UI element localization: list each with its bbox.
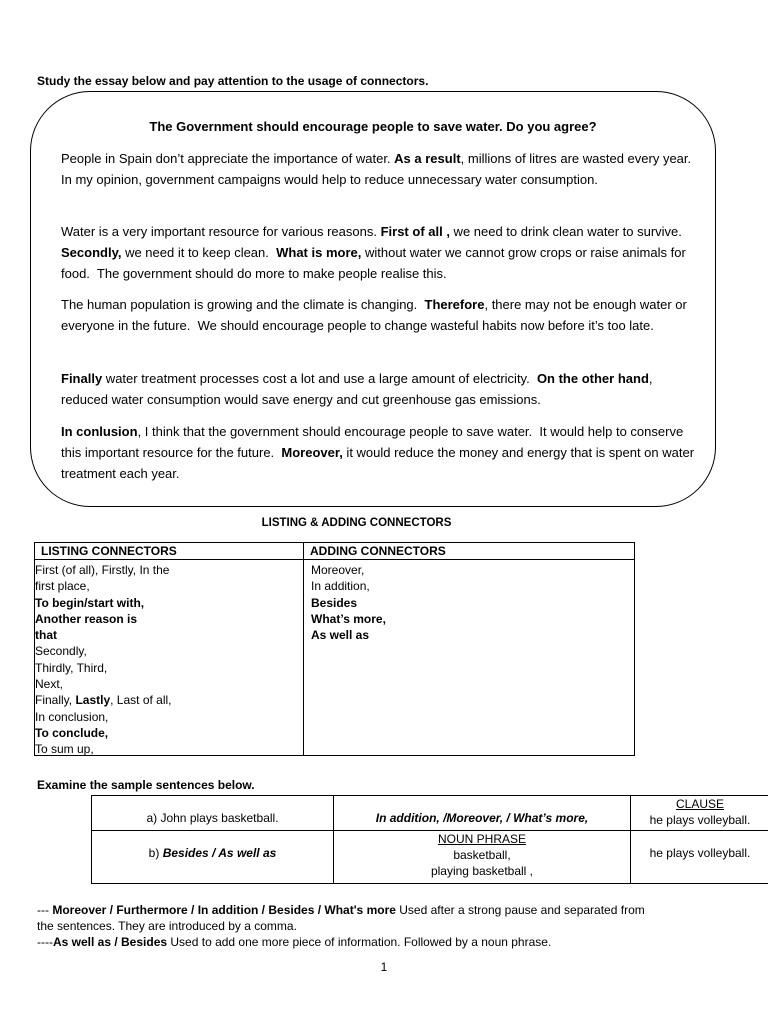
list-item: Next, xyxy=(35,677,64,692)
list-item: In addition, xyxy=(311,579,370,594)
list-item: To begin/start with, xyxy=(35,595,145,610)
row-a-label: a) John plays basketball. xyxy=(146,811,279,825)
essay-title: The Government should encourage people to save water. Do you agree? xyxy=(149,119,597,134)
essay-paragraph-1: People in Spain don’t appreciate the importance of water. As a result, millions of litres are wasted every year. In my opinion, government campaigns would help to reduce unnecessary water consumption. xyxy=(61,151,699,187)
adding-connectors-list xyxy=(311,562,561,643)
page-number: 1 xyxy=(380,960,388,974)
list-item: As well as xyxy=(311,628,370,643)
listing-header: LISTING CONNECTORS xyxy=(35,543,303,560)
adding-header: ADDING CONNECTORS xyxy=(304,543,635,560)
list-item: Another reason is xyxy=(35,611,138,626)
list-item: Moreover, xyxy=(311,563,365,577)
row-b-noun-phrase-2: playing basketball , xyxy=(430,864,534,878)
note-2: ----As well as / Besides Used to add one more piece of information. Followed by a noun phrase. xyxy=(37,935,552,949)
sample-sentences-table xyxy=(91,795,768,884)
list-item: Thirdly, Third, xyxy=(35,660,108,675)
section-heading: LISTING & ADDING CONNECTORS xyxy=(261,517,452,529)
essay-paragraph-3: The human population is growing and the climate is changing. Therefore, there may not be enough water or everyone in the future. We should encourage people to change wasteful habits now before it’s too late. xyxy=(61,297,691,333)
note-1: --- Moreover / Furthermore / In addition / Besides / What's more Used after a strong pause and separated from the sentences. They are introduced by a comma. xyxy=(37,903,645,933)
list-item: What’s more, xyxy=(311,611,386,626)
examine-heading: Examine the sample sentences below. xyxy=(37,778,255,792)
essay-paragraph-5: In conlusion, I think that the government should encourage people to save water. It would help to conserve this important resource for the future. Moreover, it would reduce the money and energy that is spent on water treatment each year. xyxy=(61,424,698,481)
connectors-table xyxy=(34,542,635,756)
list-item: Finally, Lastly, Last of all, xyxy=(35,693,172,708)
row-a-clause: he plays volleyball. xyxy=(649,813,751,827)
row-a-connectors: In addition, /Moreover, / What’s more, xyxy=(375,811,589,825)
list-item: Secondly, xyxy=(35,644,87,659)
row-b-clause: he plays volleyball. xyxy=(649,846,751,860)
noun-phrase-label: NOUN PHRASE xyxy=(437,832,526,846)
instruction-text: Study the essay below and pay attention to the usage of connectors. xyxy=(37,74,429,88)
list-item: first place, xyxy=(35,579,90,594)
row-b-noun-phrase-1: basketball, xyxy=(453,848,511,862)
list-item: To sum up, xyxy=(35,742,94,757)
list-item: To conclude, xyxy=(35,725,109,740)
list-item: First (of all), Firstly, In the xyxy=(35,563,170,577)
list-item: In conclusion, xyxy=(35,709,109,724)
clause-label: CLAUSE xyxy=(675,797,725,811)
list-item: Besides xyxy=(311,595,358,610)
listing-connectors-list xyxy=(35,562,225,758)
essay-paragraph-4: Finally water treatment processes cost a lot and use a large amount of electricity. On the other hand, reduced water consumption would save energy and cut greenhouse gas emissions. xyxy=(61,371,657,407)
list-item: that xyxy=(35,628,57,643)
column-divider xyxy=(303,543,304,755)
essay-paragraph-2: Water is a very important resource for various reasons. First of all , we need to drink clean water to survive. Secondly, we need it to keep clean. What is more, without water we cannot grow crops or raise animals for food. The government should do more to make people realise this. xyxy=(61,224,690,281)
row-b-label: b) Besides / As well as xyxy=(148,846,277,860)
